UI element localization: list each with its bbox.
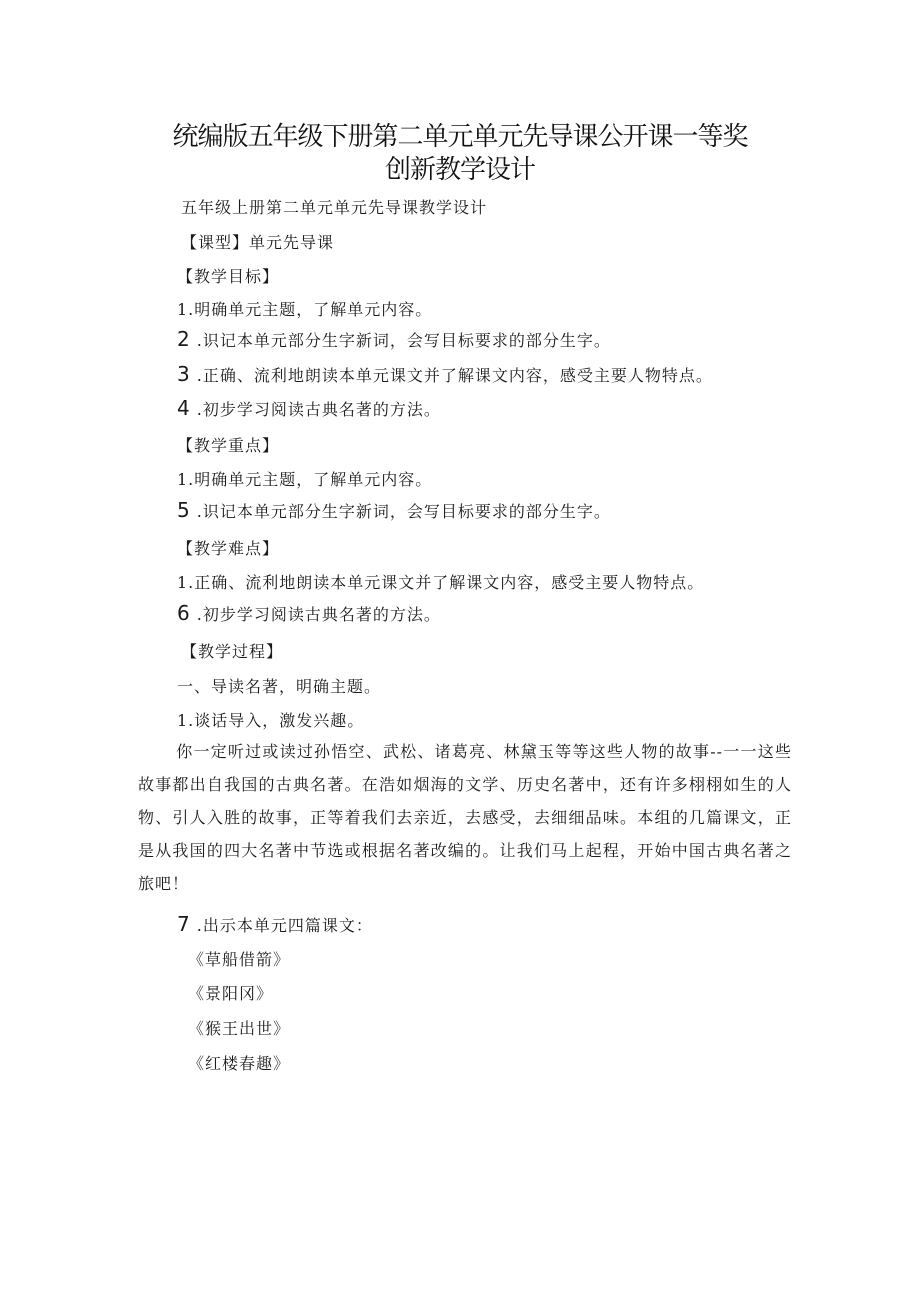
difficulty-number: 6 bbox=[177, 601, 191, 625]
section-heading: 一、导读名著，明确主题。 bbox=[177, 677, 382, 696]
goal-number: 4 bbox=[177, 396, 191, 420]
lesson-type: 【课型】单元先导课 bbox=[181, 233, 335, 252]
key-point-number: 1. bbox=[177, 470, 195, 489]
step-heading: 1.谈话导入，激发兴趣。 bbox=[177, 711, 365, 730]
lesson-title: 《景阳冈》 bbox=[188, 984, 274, 1003]
body-paragraph bbox=[138, 735, 792, 900]
key-point-item bbox=[177, 467, 432, 490]
goal-number: 3 bbox=[177, 362, 191, 386]
step-heading bbox=[177, 912, 373, 936]
lesson-title: 《猴王出世》 bbox=[188, 1019, 291, 1038]
difficulty-number: 1. bbox=[177, 573, 195, 592]
difficulty-item bbox=[177, 601, 441, 625]
key-point-text: 明确单元主题，了解单元内容。 bbox=[194, 470, 433, 489]
goal-number: 1. bbox=[177, 300, 195, 319]
document-subtitle: 五年级上册第二单元单元先导课教学设计 bbox=[181, 198, 488, 217]
goal-text: .初步学习阅读古典名著的方法。 bbox=[196, 400, 441, 419]
goal-item bbox=[177, 362, 713, 386]
key-points-heading: 【教学重点】 bbox=[177, 436, 280, 455]
key-point-number: 5 bbox=[177, 498, 191, 522]
page-title-line2: 创新教学设计 bbox=[384, 155, 535, 185]
step-number: 7 bbox=[177, 912, 191, 936]
process-heading: 【教学过程】 bbox=[181, 642, 284, 661]
goal-item bbox=[177, 297, 432, 320]
page-title: 统编版五年级下册第二单元单元先导课公开课一等奖 bbox=[172, 122, 748, 152]
lesson-title: 《红楼春趣》 bbox=[188, 1054, 291, 1073]
goal-number: 2 bbox=[177, 327, 191, 351]
goal-item bbox=[177, 327, 611, 351]
difficulty-item bbox=[177, 570, 704, 593]
goal-text: .正确、流利地朗读本单元课文并了解课文内容，感受主要人物特点。 bbox=[196, 366, 713, 385]
lesson-title: 《草船借箭》 bbox=[188, 950, 291, 969]
goal-text: 明确单元主题，了解单元内容。 bbox=[194, 300, 433, 319]
difficulty-text: .初步学习阅读古典名著的方法。 bbox=[196, 605, 441, 624]
key-point-text: .识记本单元部分生字新词，会写目标要求的部分生字。 bbox=[196, 502, 611, 521]
paragraph-text: 你一定听过或读过孙悟空、武松、诸葛亮、林黛玉等等这些人物的故事--一一这些故事都出自我国的古典名著。在浩如烟海的文学、历史名著中，还有许多栩栩如生的人物、引人入胜的故事，正等着我们去亲近，去感受，去细细品味。本组的几篇课文，正是从我国的四大名著中节选或根据名著改编的。让我们马上起程，开始中国古典名著之旅吧！ bbox=[138, 742, 792, 893]
difficulties-heading: 【教学难点】 bbox=[177, 539, 280, 558]
step-text: .出示本单元四篇课文： bbox=[196, 916, 373, 935]
goal-text: .识记本单元部分生字新词，会写目标要求的部分生字。 bbox=[196, 331, 611, 350]
difficulty-text: 正确、流利地朗读本单元课文并了解课文内容，感受主要人物特点。 bbox=[194, 573, 705, 592]
key-point-item bbox=[177, 498, 611, 522]
goals-heading: 【教学目标】 bbox=[177, 267, 280, 286]
goal-item bbox=[177, 396, 441, 420]
